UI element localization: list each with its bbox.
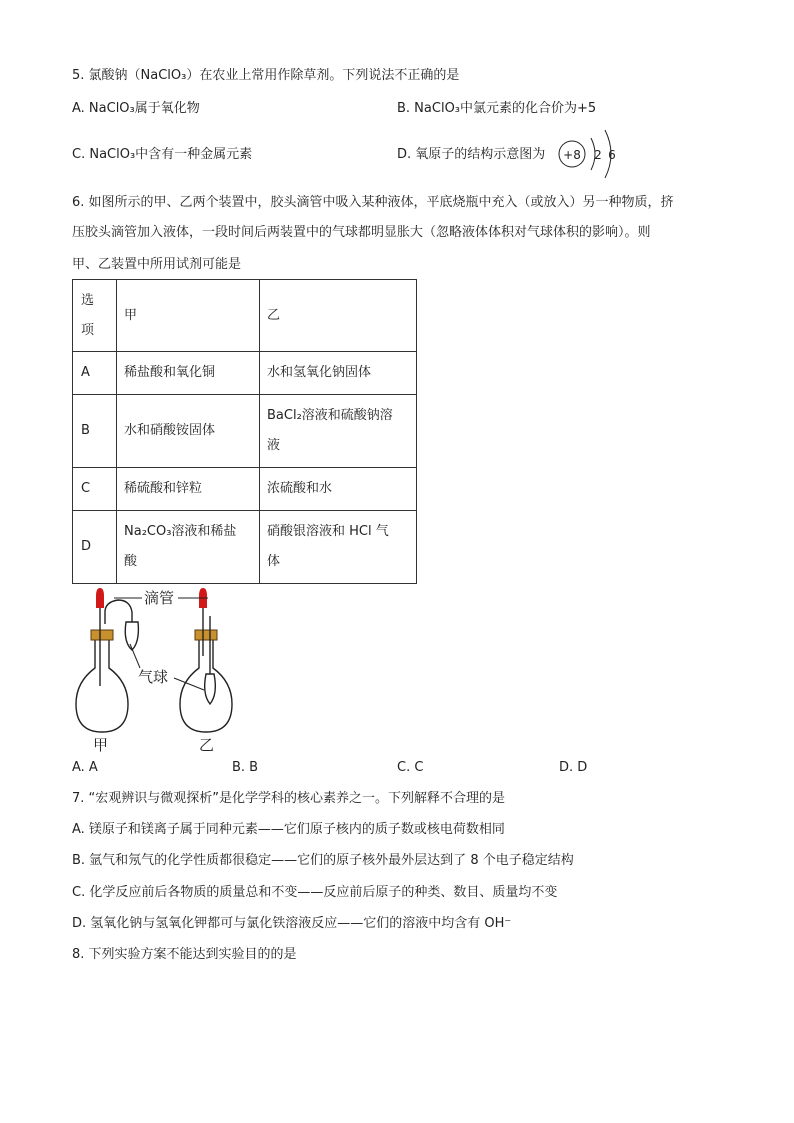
- bent-tube-jia: [105, 600, 132, 624]
- q6-option-d: D. D: [559, 760, 588, 775]
- table-row: [73, 395, 417, 468]
- q7-option-a: A. 镁原子和镁离子属于同种元素——它们原子核内的质子数或核电荷数相同: [72, 822, 505, 837]
- q5-stem: 5. 氯酸钠（NaClO₃）在农业上常用作除草剂。下列说法不正确的是: [72, 68, 460, 83]
- row-b-jia: 水和硝酸铵固体: [117, 395, 260, 468]
- header-jia-cell: 甲: [117, 280, 260, 352]
- row-d-jia-cell: [117, 511, 260, 584]
- q5-option-a: A. NaClO₃属于氧化物: [72, 101, 200, 116]
- balloon-pointer-line: [130, 644, 140, 668]
- q6-option-a: A. A: [72, 760, 98, 775]
- row-d-jia-line-2: 酸: [124, 554, 138, 569]
- balloon-jia: [125, 622, 138, 650]
- label-yi: 乙: [199, 736, 215, 754]
- q7-stem: 7. “宏观辨识与微观探析”是化学学科的核心素养之一。下列解释不合理的是: [72, 791, 506, 806]
- row-b-yi-cell: [260, 395, 417, 468]
- row-d-jia-line-1: Na₂CO₃溶液和稀盐: [124, 524, 237, 539]
- row-a-option: A: [73, 352, 117, 395]
- row-c-jia: 稀硫酸和锌粒: [117, 468, 260, 511]
- q6-stem-line-1: 6. 如图所示的甲、乙两个装置中，胶头滴管中吸入某种液体，平底烧瓶中充入（或放入）另一种物质，挤: [72, 195, 674, 210]
- q6-reagent-table: [72, 279, 417, 584]
- q7-option-d: D. 氢氧化钠与氢氧化钾都可与氯化铁溶液反应——它们的溶液中均含有 OH⁻: [72, 916, 512, 931]
- q5-option-c: C. NaClO₃中含有一种金属元素: [72, 147, 253, 162]
- label-jia: 甲: [93, 736, 109, 754]
- q6-option-b: B. B: [232, 760, 259, 775]
- row-a-yi: 水和氢氧化钠固体: [260, 352, 417, 395]
- row-d-yi-cell: [260, 511, 417, 584]
- atom-shell-1-count: 2: [594, 148, 602, 162]
- label-dropper: 滴管: [144, 589, 175, 607]
- flask-yi: [180, 588, 232, 732]
- q6-stem-line-2: 压胶头滴管加入液体，一段时间后两装置中的气球都明显胀大（忽略液体体积对气球体积的影响）。则: [72, 225, 651, 240]
- stopper-jia: [91, 630, 113, 640]
- header-option-line-2: 项: [81, 322, 95, 338]
- q8-stem: 8. 下列实验方案不能达到实验目的的是: [72, 947, 297, 962]
- row-c-option: C: [73, 468, 117, 511]
- q5-option-b: B. NaClO₃中氯元素的化合价为+5: [397, 101, 597, 116]
- q6-apparatus-figure: [70, 586, 270, 754]
- atom-nucleus-charge: +8: [563, 148, 581, 162]
- balloon-pointer-line-yi: [174, 678, 204, 690]
- table-row: [73, 511, 417, 584]
- header-option-line-1: 选: [81, 292, 95, 308]
- row-d-yi-line-2: 体: [267, 554, 281, 569]
- table-header-row: [73, 280, 417, 352]
- row-b-option: B: [73, 395, 117, 468]
- q6-stem-line-3: 甲、乙装置中所用试剂可能是: [72, 257, 242, 272]
- table-row: [73, 468, 417, 511]
- q7-option-c: C. 化学反应前后各物质的质量总和不变——反应前后原子的种类、数目、质量均不变: [72, 885, 558, 900]
- table-row: [73, 352, 417, 395]
- row-c-yi: 浓硫酸和水: [260, 468, 417, 511]
- header-yi-cell: 乙: [260, 280, 417, 352]
- dropper-bulb-jia: [96, 588, 104, 608]
- stopper-yi: [195, 630, 217, 640]
- q6-option-c: C. C: [397, 760, 424, 775]
- balloon-yi: [205, 674, 216, 704]
- q7-option-b: B. 氩气和氖气的化学性质都很稳定——它们的原子核外最外层达到了 8 个电子稳定结构: [72, 853, 574, 868]
- row-a-jia: 稀盐酸和氧化铜: [117, 352, 260, 395]
- header-option-cell: [73, 280, 117, 352]
- atom-shell-2-count: 6: [608, 148, 616, 162]
- row-b-yi-line-1: BaCl₂溶液和硫酸钠溶: [267, 408, 393, 423]
- row-d-yi-line-1: 硝酸银溶液和 HCl 气: [267, 524, 389, 539]
- label-balloon: 气球: [138, 668, 169, 686]
- row-b-yi-line-2: 液: [267, 438, 281, 453]
- q5-option-d: D. 氧原子的结构示意图为: [397, 147, 546, 162]
- flask-jia: [76, 588, 138, 732]
- oxygen-atom-structure-diagram: [555, 126, 625, 182]
- row-d-option: D: [73, 511, 117, 584]
